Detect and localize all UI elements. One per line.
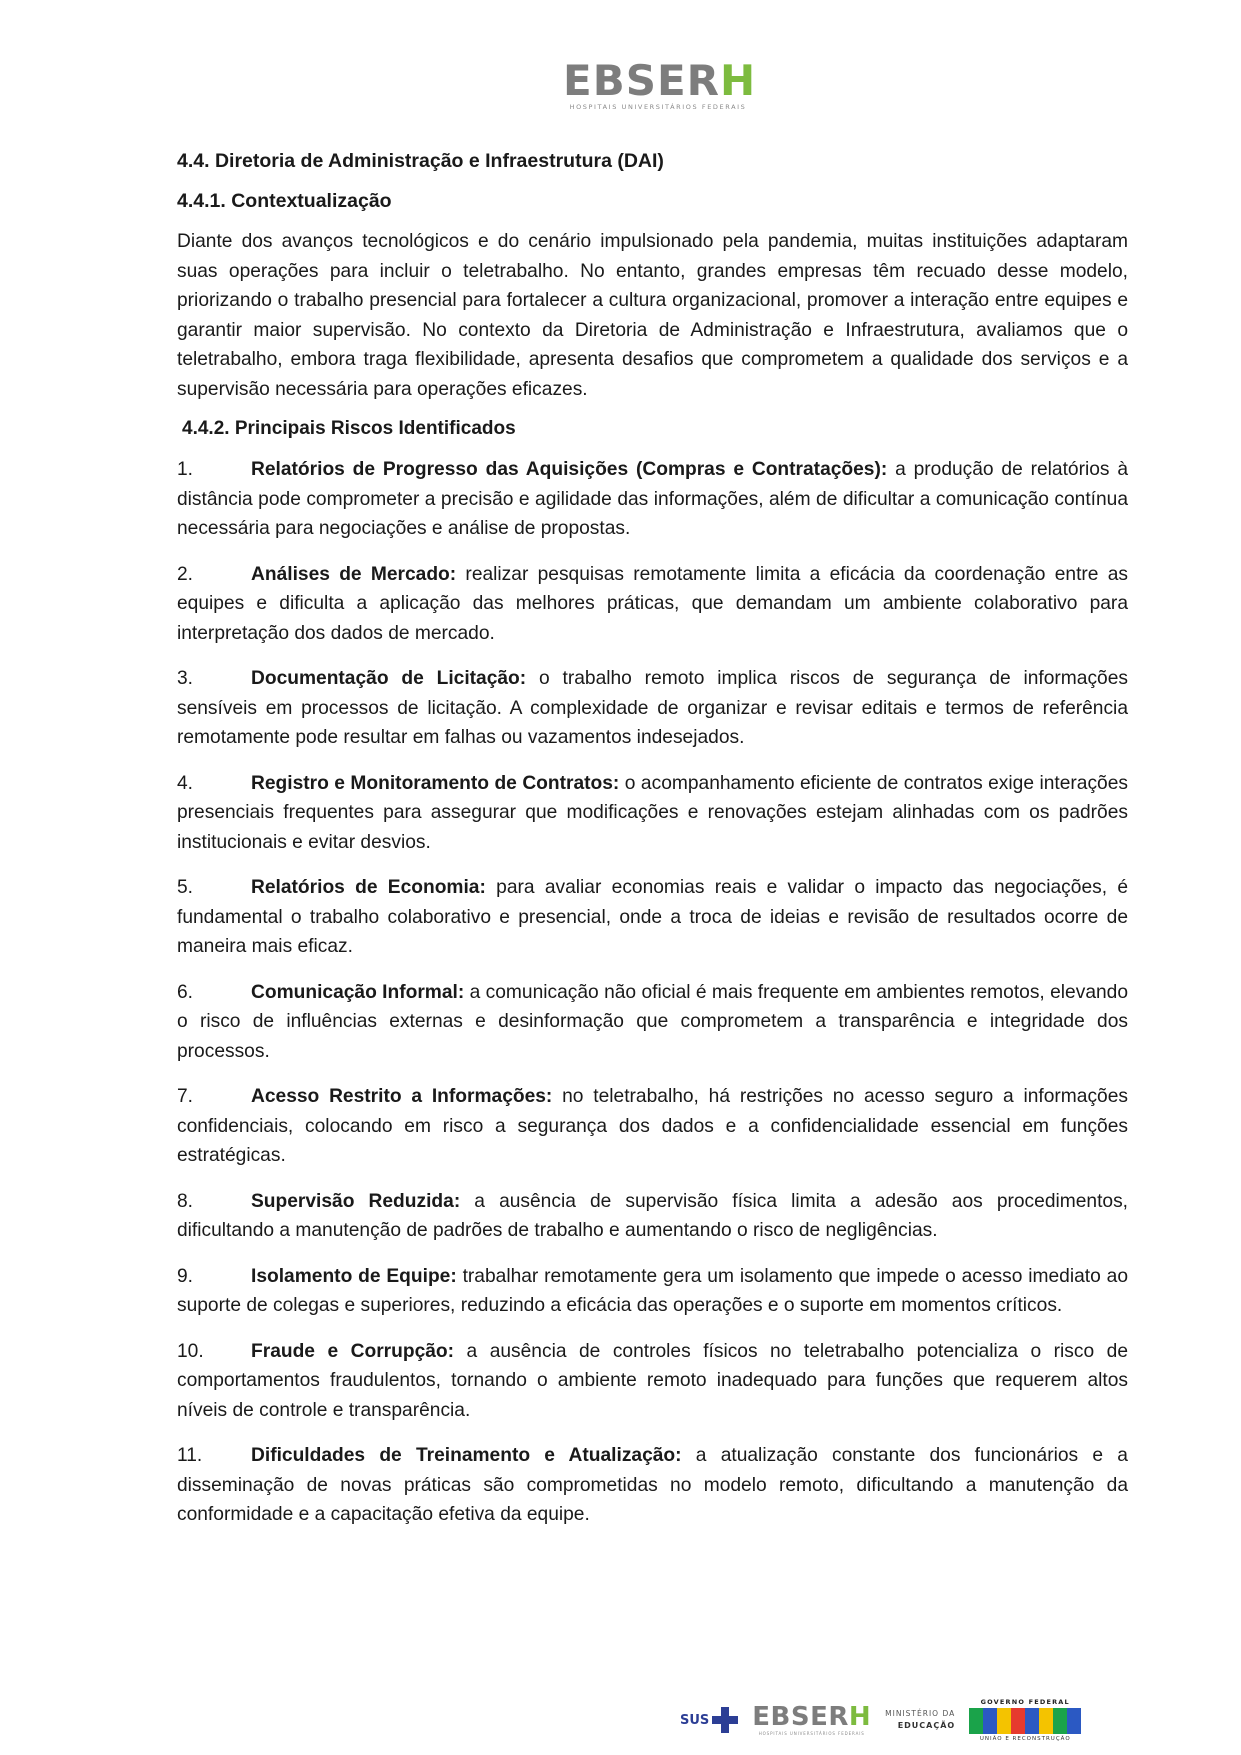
brasil-color-block: [1053, 1708, 1067, 1734]
risk-text: a ausência de supervisão física limita a adesão aos procedimentos, dificultando a manutenção de padrões de trabalho e aumentando o risco de negligências.: [177, 1190, 1129, 1241]
footer-logos: [680, 1690, 1130, 1750]
risk-number: 1.: [177, 459, 194, 480]
subsection-title-risks: 4.4.2. Principais Riscos Identificados: [182, 418, 516, 439]
risk-text: realizar pesquisas remotamente limita a eficácia da coordenação entre as equipes e dificulta a aplicação das melhores práticas, que demandam um ambiente colaborativo para interpretação dos dados de mercado.: [177, 563, 1128, 644]
brasil-color-block: [1039, 1708, 1053, 1734]
risk-text: o trabalho remoto implica riscos de segurança de informações sensíveis em processos de licitação. A complexidade de organizar e revisar editais e termos de referência remotamente pode resultar em falhas ou vazamentos indesejados.: [177, 668, 1128, 748]
ministry-line2: EDUCAÇÃO: [897, 1721, 956, 1730]
document-body: [177, 148, 1128, 1546]
gov-top-text: GOVERNO FEDERAL: [980, 1698, 1070, 1706]
risk-title: Supervisão Reduzida:: [251, 1190, 461, 1212]
brasil-color-block: [1067, 1708, 1081, 1734]
risk-number: 4.: [177, 772, 194, 794]
risk-item: [177, 560, 1128, 649]
brasil-wordmark-graphic: [969, 1708, 1081, 1734]
ministry-education-logo: [885, 1708, 955, 1732]
logo-main-text: EBSER: [563, 56, 720, 105]
risk-title: Fraude e Corrupção:: [251, 1340, 455, 1362]
risk-number: 11.: [177, 1445, 203, 1466]
risk-title: Acesso Restrito a Informações:: [251, 1086, 553, 1107]
risk-item: [177, 1187, 1128, 1246]
risk-title: Análises de Mercado:: [251, 563, 457, 585]
logo-wordmark: [563, 56, 757, 105]
risk-text: a atualização constante dos funcionários e a disseminação de novas práticas são comprometidas no modelo remoto, dificultando a manutenção da conformidade e a capacitação efetiva da equipe.: [177, 1445, 1128, 1525]
risk-number: 7.: [177, 1086, 194, 1107]
risk-text: a ausência de controles físicos no teletrabalho potencializa o risco de comportamentos fraudulentos, tornando o ambiente remoto inadequado para funções que requerem altos níveis de controle e transparência.: [177, 1340, 1129, 1421]
brasil-color-block: [1025, 1708, 1039, 1734]
risk-item: [177, 1082, 1128, 1171]
risk-title: Documentação de Licitação:: [251, 668, 527, 689]
risk-list: [177, 455, 1128, 1530]
sus-label: SUS: [680, 1712, 710, 1728]
risk-title: Isolamento de Equipe:: [251, 1265, 457, 1287]
risk-title: Registro e Monitoramento de Contratos:: [251, 772, 620, 794]
risk-number: 8.: [177, 1190, 194, 1212]
footer-logo-subtitle: HOSPITAIS UNIVERSITÁRIOS FEDERAIS: [758, 1731, 865, 1736]
brasil-color-block: [997, 1708, 1011, 1734]
risk-text: no teletrabalho, há restrições no acesso seguro a informações confidenciais, colocando em risco a segurança dos dados e a confidencialidade essencial em funções estratégicas.: [177, 1086, 1128, 1166]
subsection-title-context: 4.4.1. Contextualização: [177, 190, 392, 212]
risk-number: 3.: [177, 668, 194, 689]
brasil-color-block: [969, 1708, 983, 1734]
risk-title: Relatórios de Economia:: [251, 877, 486, 898]
context-paragraph: Diante dos avanços tecnológicos e do cenário impulsionado pela pandemia, muitas instituições adaptaram suas operações para incluir o teletrabalho. No entanto, grandes empresas têm recuado desse modelo, priorizando o trabalho presencial para fortalecer a cultura organizacional, promover a interação entre equipes e garantir maior supervisão. No contexto da Diretoria de Administração e Infraestrutura, avaliamos que o teletrabalho, embora traga flexibilidade, apresenta desafios que comprometem a qualidade dos serviços e a supervisão necessária para operações eficazes.: [177, 231, 1128, 400]
risk-number: 5.: [177, 877, 194, 898]
risk-number: 6.: [177, 981, 194, 1003]
risk-item: [177, 1262, 1128, 1321]
risk-item: [177, 455, 1128, 544]
brasil-color-block: [983, 1708, 997, 1734]
risk-title: Dificuldades de Treinamento e Atualização:: [251, 1445, 682, 1466]
footer-logo-main: EBSER: [752, 1702, 849, 1732]
risk-item: [177, 769, 1128, 858]
risk-text: o acompanhamento eficiente de contratos exige interações presenciais frequentes para assegurar que modificações e renovações estejam alinhadas com os padrões institucionais e evitar desvios.: [177, 772, 1128, 853]
risk-item: [177, 978, 1128, 1067]
sus-logo: [680, 1707, 738, 1733]
ministry-line1: MINISTÉRIO DA: [885, 1709, 956, 1718]
ebserh-header-logo: [563, 56, 757, 111]
sus-cross-icon: [712, 1707, 738, 1733]
risk-item: [177, 1441, 1128, 1530]
risk-text: para avaliar economias reais e validar o impacto das negociações, é fundamental o trabalho colaborativo e presencial, onde a troca de ideias e revisão de resultados ocorre de maneira mais eficaz.: [177, 877, 1128, 957]
logo-accent-text: H: [719, 56, 757, 105]
risk-text: a produção de relatórios à distância pode comprometer a precisão e agilidade das informações, além de dificultar a comunicação contínua necessária para negociações e análise de propostas.: [177, 459, 1129, 539]
risk-text: trabalhar remotamente gera um isolamento que impede o acesso imediato ao suporte de colegas e superiores, reduzindo a eficácia das operações e o suporte em momentos críticos.: [177, 1265, 1128, 1316]
footer-logo-accent: H: [848, 1702, 872, 1732]
footer-ebserh-logo: [752, 1704, 871, 1736]
section-title: 4.4. Diretoria de Administração e Infraestrutura (DAI): [177, 150, 664, 172]
risk-number: 10.: [177, 1340, 204, 1362]
governo-federal-logo: [969, 1698, 1081, 1742]
risk-item: [177, 1337, 1128, 1426]
risk-item: [177, 664, 1128, 753]
risk-number: 2.: [177, 563, 194, 585]
risk-title: Comunicação Informal:: [251, 981, 465, 1003]
footer-logo-wordmark: [752, 1704, 871, 1730]
brasil-color-block: [1011, 1708, 1025, 1734]
logo-subtitle: HOSPITAIS UNIVERSITÁRIOS FEDERAIS: [569, 103, 747, 111]
gov-bottom-text: UNIÃO E RECONSTRUÇÃO: [979, 1736, 1071, 1742]
risk-title: Relatórios de Progresso das Aquisições (Compras e Contratações):: [251, 459, 888, 480]
risk-item: [177, 873, 1128, 962]
risk-text: a comunicação não oficial é mais frequente em ambientes remotos, elevando o risco de influências externas e desinformação que comprometem a transparência e integridade dos processos.: [177, 981, 1128, 1062]
risk-number: 9.: [177, 1265, 194, 1287]
